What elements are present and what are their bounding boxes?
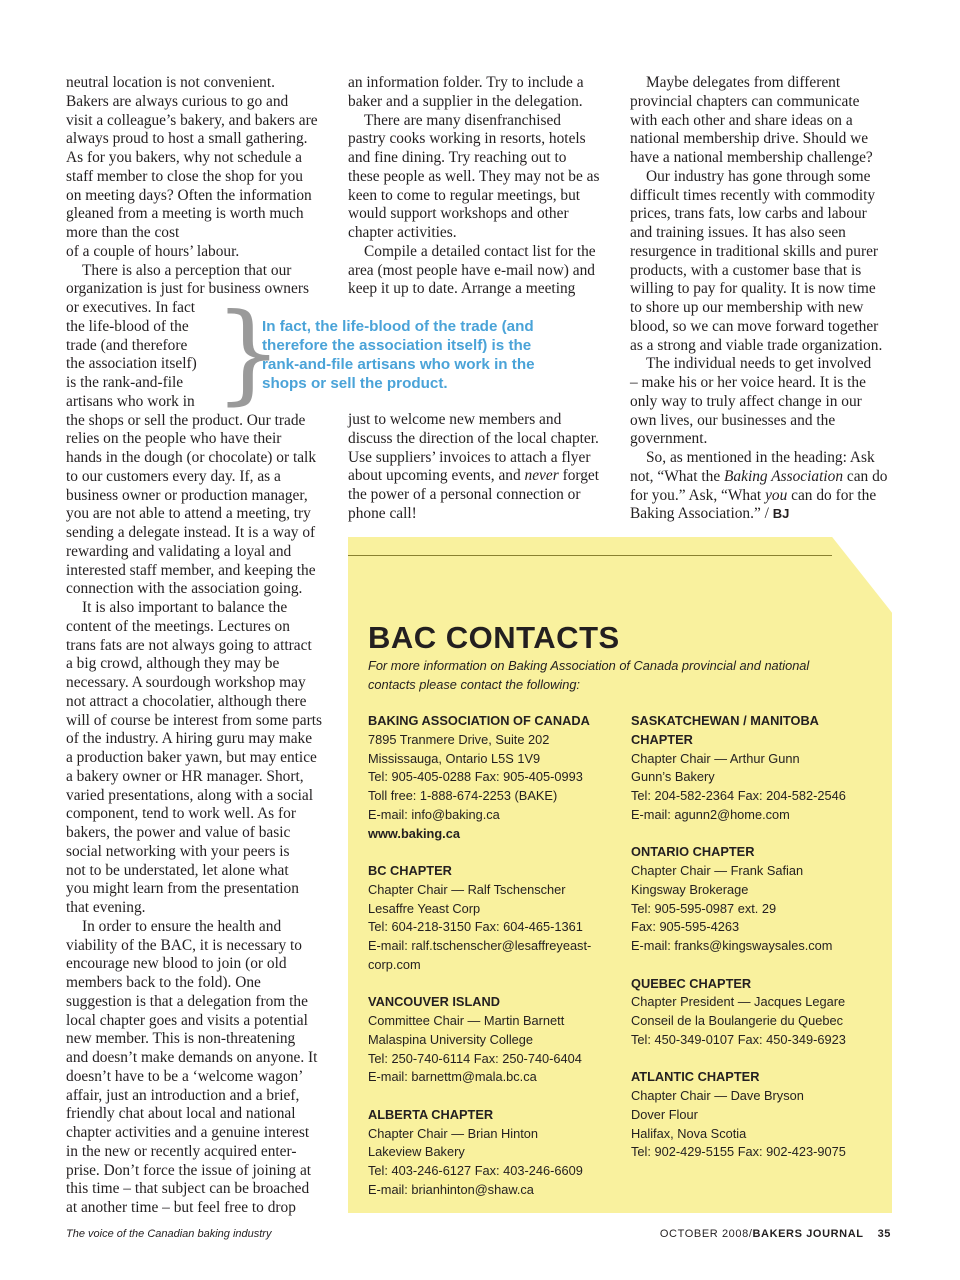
col1-line: suggestion is that a delegation from the	[66, 992, 308, 1010]
col1-para2-rest	[66, 412, 328, 600]
col1-line: will of course be interest from some parts	[66, 711, 323, 729]
col2-line: an information folder. Try to include a	[348, 74, 584, 91]
contact-line: Chapter Chair — Arthur Gunn	[631, 750, 800, 766]
contact-line: Dover Flour	[631, 1106, 698, 1122]
col2-para1	[348, 74, 616, 112]
contact-line: Lesaffre Yeast Corp	[368, 900, 481, 916]
pullquote-line: rank-and-file artisans who work in the	[262, 356, 535, 373]
col1-line: rewarding and validating a loyal and	[66, 542, 292, 560]
contact-heading: ATLANTIC CHAPTER	[631, 1069, 760, 1085]
col3-line: provincial chapters can communicate	[630, 92, 860, 110]
col3-line: Our industry has gone through some	[646, 167, 871, 185]
col1-line: In order to ensure the health and	[82, 917, 282, 935]
contact-heading: CHAPTER	[631, 731, 693, 747]
contact-line: Conseil de la Boulangerie du Quebec	[631, 1013, 844, 1028]
col3-line: and training issues. It has also seen	[630, 224, 846, 241]
col2-never-after: forget	[558, 467, 600, 485]
col1-line: new member. This is non-threatening	[66, 1030, 296, 1048]
pullquote-brace-icon: }	[214, 291, 283, 416]
col1-line: staff member to close the shop for you	[66, 167, 303, 185]
article-column-3	[630, 74, 900, 524]
contact-line: Chapter Chair — Frank Safian	[631, 863, 804, 878]
col3-line3-b: can do for the	[787, 486, 877, 504]
col2-never-word: never	[524, 467, 559, 485]
bac-intro-line: For more information on Baking Association of Canada provincial and national	[368, 658, 810, 673]
col1-line: relies on the people who have their	[66, 430, 282, 448]
col1-line: you are not able to attend a meeting, try	[66, 505, 311, 523]
col1-line: encourage new blood to join (or old	[66, 955, 287, 973]
col1-line: artisans who work in	[66, 392, 195, 410]
col3-line: difficult times recently with commodity	[630, 186, 876, 204]
contact-line: Tel: 604-218-3150 Fax: 604-465-1361	[368, 919, 583, 935]
col1-line: on meeting days? Often the information	[66, 186, 312, 204]
col3-line: prices, trans fats, low carbs and labour	[630, 205, 867, 223]
page-number: 35	[877, 1228, 891, 1240]
col1-line: always proud to host a small gathering.	[66, 130, 308, 148]
contact-line: E-mail: brianhinton@shaw.ca	[368, 1181, 534, 1197]
col1-line: more than the cost	[66, 224, 180, 241]
col1-line: the shops or sell the product. Our trade	[66, 411, 306, 429]
col3-line: blood, so we can move forward together	[630, 317, 879, 335]
contact-heading: BAKING ASSOCIATION OF CANADA	[368, 713, 590, 728]
footer-issue-info	[660, 1228, 891, 1240]
col1-line: trans fats are not always going to attract	[66, 636, 312, 654]
col1-line: the life-blood of the	[66, 317, 189, 335]
col3-line: government.	[630, 430, 708, 448]
col3-para2	[630, 168, 900, 356]
col1-line: social networking with your peers is	[66, 842, 290, 860]
col2-line: pastry cooks working in resorts, hotels	[348, 130, 586, 148]
contact-line: Halifax, Nova Scotia	[631, 1125, 747, 1141]
col1-line: viability of the BAC, it is necessary to	[66, 936, 302, 954]
bac-contacts-intro	[368, 656, 878, 694]
pullquote	[262, 317, 592, 393]
contact-line: corp.com	[368, 956, 421, 972]
col2-after-quote	[348, 411, 616, 467]
col1-line: It is also important to balance the	[82, 599, 288, 616]
col2-line: area (most people have e-mail now) and	[348, 261, 596, 279]
col2-line: keep it up to date. Arrange a meeting	[348, 280, 576, 298]
footer-issue: OCTOBER 2008	[659, 1228, 749, 1240]
article-column-2-continued	[348, 411, 616, 524]
contact-line: E-mail: agunn2@home.com	[631, 806, 790, 822]
col2-line: Use suppliers’ invoices to attach a flyer	[348, 448, 591, 466]
col1-line: not to be understated, let alone what	[66, 861, 289, 879]
contact-line: Mississauga, Ontario L5S 1V9	[368, 750, 541, 766]
col2-line: these people as well. They may not be as	[348, 167, 600, 185]
col2-line: the power of a personal connection or	[348, 486, 581, 503]
contact-line: E-mail: barnettm@mala.bc.ca	[368, 1069, 537, 1085]
contact-heading: QUEBEC CHAPTER	[631, 975, 752, 991]
contact-line: Toll free: 1-888-674-2253 (BAKE)	[368, 788, 558, 803]
contact-heading: ONTARIO CHAPTER	[631, 844, 755, 860]
contact-line: Tel: 905-405-0288 Fax: 905-405-0993	[368, 769, 583, 785]
col1-line: organization is just for business owners	[66, 280, 309, 298]
col1-line: the association itself)	[66, 355, 197, 373]
col1-line: this time – that subject can be broached	[66, 1180, 310, 1198]
col1-line: connection with the association going.	[66, 580, 303, 598]
col2-line: and fine dining. Try reaching out to	[348, 149, 567, 166]
pullquote-line: therefore the association itself) is the	[262, 337, 532, 354]
col2-para2	[348, 112, 616, 243]
col3-line2-b: can do	[843, 467, 888, 485]
col1-line: is the rank-and-file	[66, 374, 184, 391]
col1-line: chapter activities and a genuine interest	[66, 1124, 310, 1141]
col3-line: resurgence in traditional skills and purer	[630, 242, 879, 260]
contact-line: Tel: 902-429-5155 Fax: 902-423-9075	[631, 1144, 846, 1160]
col1-line: a big crowd, although they may be	[66, 655, 280, 673]
article-column-1	[66, 74, 328, 1218]
col1-line: a bakery owner or HR manager. Short,	[66, 767, 304, 785]
contact-line: Kingsway Brokerage	[631, 881, 749, 897]
col2-last-lines	[348, 486, 616, 524]
contact-line: Gunn’s Bakery	[631, 769, 715, 785]
col1-line: to our customers every day. If, as a	[66, 467, 281, 485]
col3-para4-line1: So, as mentioned in the heading: Ask	[646, 449, 875, 466]
contact-entry	[631, 843, 886, 956]
col1-line: neutral location is not convenient.	[66, 74, 275, 91]
contact-entry	[631, 712, 886, 825]
col1-line: component, tend to work well. As for	[66, 805, 296, 823]
footer-magazine: BAKERS JOURNAL	[752, 1228, 864, 1240]
contact-heading: SASKATCHEWAN / MANITOBA	[631, 713, 819, 728]
contact-line: E-mail: ralf.tschenscher@lesaffreyeast-	[368, 938, 592, 953]
contact-line: E-mail: franks@kingswaysales.com	[631, 938, 833, 953]
col1-line: that evening.	[66, 899, 146, 916]
col1-line: necessary. A sourdough workshop may	[66, 674, 306, 691]
col3-line: national membership drive. Should we	[630, 130, 869, 148]
col1-line: trade (and therefore	[66, 336, 188, 354]
contacts-right-column	[631, 712, 886, 1181]
col1-line: you might learn from the presentation	[66, 880, 299, 898]
col2-never-before: about upcoming events, and	[348, 467, 525, 485]
col3-line: – make his or her voice heard. It is the	[630, 374, 866, 391]
contact-entry	[631, 1068, 886, 1162]
col1-para1	[66, 74, 328, 262]
col3-line3-em: you	[765, 486, 788, 504]
contact-line: E-mail: info@baking.ca	[368, 806, 500, 822]
col1-line: sending a delegate instead. It is a way of	[66, 524, 316, 541]
col2-line: would support workshops and other	[348, 205, 569, 223]
contact-line: Chapter Chair — Brian Hinton	[368, 1125, 538, 1141]
contact-line: Lakeview Bakery	[368, 1144, 465, 1160]
author-signature: BJ	[772, 506, 790, 522]
col1-line: varied presentations, along with a social	[66, 786, 314, 804]
col1-line: and doesn’t make demands on anyone. It	[66, 1049, 318, 1066]
col2-para3	[348, 243, 616, 299]
contact-line: Fax: 905-595-4263	[631, 919, 740, 935]
col1-line: prise. Don’t force the issue of joining at	[66, 1161, 312, 1179]
col1-line: at another time – but feel free to drop	[66, 1199, 296, 1216]
contact-line: 7895 Tranmere Drive, Suite 202	[368, 731, 550, 747]
col1-line: gleaned from a meeting is worth much	[66, 205, 304, 223]
col1-line: local chapter goes and visits a potential	[66, 1011, 308, 1029]
col1-line: or executives. In fact	[66, 299, 196, 316]
contact-entry	[368, 862, 623, 975]
col2-never-line	[348, 467, 616, 486]
col3-line2-a: not, “What the	[630, 467, 725, 485]
contact-heading: ALBERTA CHAPTER	[368, 1106, 494, 1122]
contact-entry	[368, 993, 623, 1087]
col1-line: of the industry. A hiring guru may make	[66, 730, 313, 748]
col1-line: There is also a perception that our	[82, 261, 292, 279]
contact-line: Committee Chair — Martin Barnett	[368, 1013, 565, 1028]
col3-line: own lives, our businesses and the	[630, 411, 836, 429]
contact-line: Tel: 204-582-2364 Fax: 204-582-2546	[631, 788, 846, 803]
contact-heading: VANCOUVER ISLAND	[368, 994, 501, 1010]
contact-line: Tel: 250-740-6114 Fax: 250-740-6404	[368, 1050, 582, 1066]
pullquote-line: shops or sell the product.	[262, 375, 448, 392]
col1-line: doesn’t have to be a ‘welcome wagon’	[66, 1067, 304, 1085]
col1-line: As for you bakers, why not schedule a	[66, 149, 302, 166]
col1-line: a production baker yawn, but may entice	[66, 749, 317, 766]
contact-line: Chapter President — Jacques Legare	[631, 994, 846, 1010]
col3-line: with each other and share ideas on a	[630, 111, 853, 129]
footer-separator: /	[748, 1228, 753, 1240]
col1-line: visit a colleague’s bakery, and bakers are	[66, 111, 318, 129]
col3-line: have a national membership challenge?	[630, 149, 873, 166]
col3-line4-text: Baking Association.” /	[630, 505, 773, 523]
contact-line: Malaspina University College	[368, 1031, 534, 1047]
contact-line: Chapter Chair — Dave Bryson	[631, 1088, 804, 1103]
contact-line: Tel: 450-349-0107 Fax: 450-349-6923	[631, 1031, 846, 1047]
contact-line: Chapter Chair — Ralf Tschenscher	[368, 881, 566, 897]
website-link[interactable]: www.baking.ca	[368, 825, 460, 841]
col1-line: Bakers are always curious to go and	[66, 92, 289, 110]
col3-para4-line4	[630, 505, 900, 524]
col3-line3-a: for you.” Ask, “What	[630, 486, 766, 504]
col1-line: bakers, the power and value of basic	[66, 824, 291, 841]
pullquote-line: In fact, the life-blood of the trade (and	[262, 318, 534, 335]
col1-line: affair, just an introduction and a brief,	[66, 1086, 300, 1104]
col1-para2-start	[66, 262, 328, 300]
col2-line: There are many disenfranchised	[364, 111, 561, 129]
col3-para4-line3	[630, 487, 900, 506]
col1-line: hands in the dough (or chocolate) or talk	[66, 449, 317, 466]
col2-line: discuss the direction of the local chapter.	[348, 429, 599, 447]
col3-line: to shore up our membership with new	[630, 299, 864, 316]
col1-line: of a couple of hours’ labour.	[66, 242, 240, 260]
col2-line: chapter activities.	[348, 224, 457, 241]
col1-para3	[66, 599, 328, 918]
col3-line: The individual needs to get involved	[646, 355, 872, 373]
contact-entry	[631, 975, 886, 1050]
col2-line: baker and a supplier in the delegation.	[348, 92, 583, 110]
contact-line: Tel: 905-595-0987 ext. 29	[631, 900, 777, 916]
col2-line: phone call!	[348, 504, 417, 522]
footer-tagline: The voice of the Canadian baking industry	[66, 1228, 272, 1240]
col3-line: as a strong and viable trade organization.	[630, 336, 883, 354]
col3-para1	[630, 74, 900, 168]
col1-line: content of the meetings. Lectures on	[66, 617, 290, 635]
contacts-left-column	[368, 712, 623, 1218]
col1-line: business owner or production manager,	[66, 486, 308, 504]
bac-contacts-rule	[348, 555, 832, 556]
col3-para3	[630, 355, 900, 449]
article-column-2	[348, 74, 616, 299]
col3-line: products, with a customer base that is	[630, 261, 862, 279]
col3-para4-line2	[630, 468, 900, 487]
col1-line: interested staff member, and keeping the	[66, 561, 316, 579]
bac-contacts-title: BAC CONTACTS	[368, 620, 620, 655]
col3-line2-em: Baking Association	[724, 467, 844, 485]
contact-line: Tel: 403-246-6127 Fax: 403-246-6609	[368, 1163, 583, 1178]
col2-line: just to welcome new members and	[348, 411, 562, 428]
col3-line: Maybe delegates from different	[646, 74, 841, 91]
bac-intro-line: contacts please contact the following:	[368, 677, 580, 692]
contact-heading: BC CHAPTER	[368, 863, 452, 878]
col1-line: friendly chat about local and national	[66, 1105, 296, 1123]
contact-entry	[368, 1106, 623, 1200]
col2-line: Compile a detailed contact list for the	[364, 242, 596, 260]
col1-line: members back to the fold). One	[66, 974, 261, 991]
col1-para4	[66, 918, 328, 1218]
col3-line: only way to truly affect change in our	[630, 392, 862, 410]
col1-line: in the new or recently acquired enter-	[66, 1142, 297, 1160]
col2-line: keen to come to regular meetings, but	[348, 186, 581, 204]
col3-line: willing to pay for quality. It is now time	[630, 280, 876, 298]
contact-entry	[368, 712, 623, 843]
col1-line: not attract a chocolatier, although there	[66, 692, 307, 710]
